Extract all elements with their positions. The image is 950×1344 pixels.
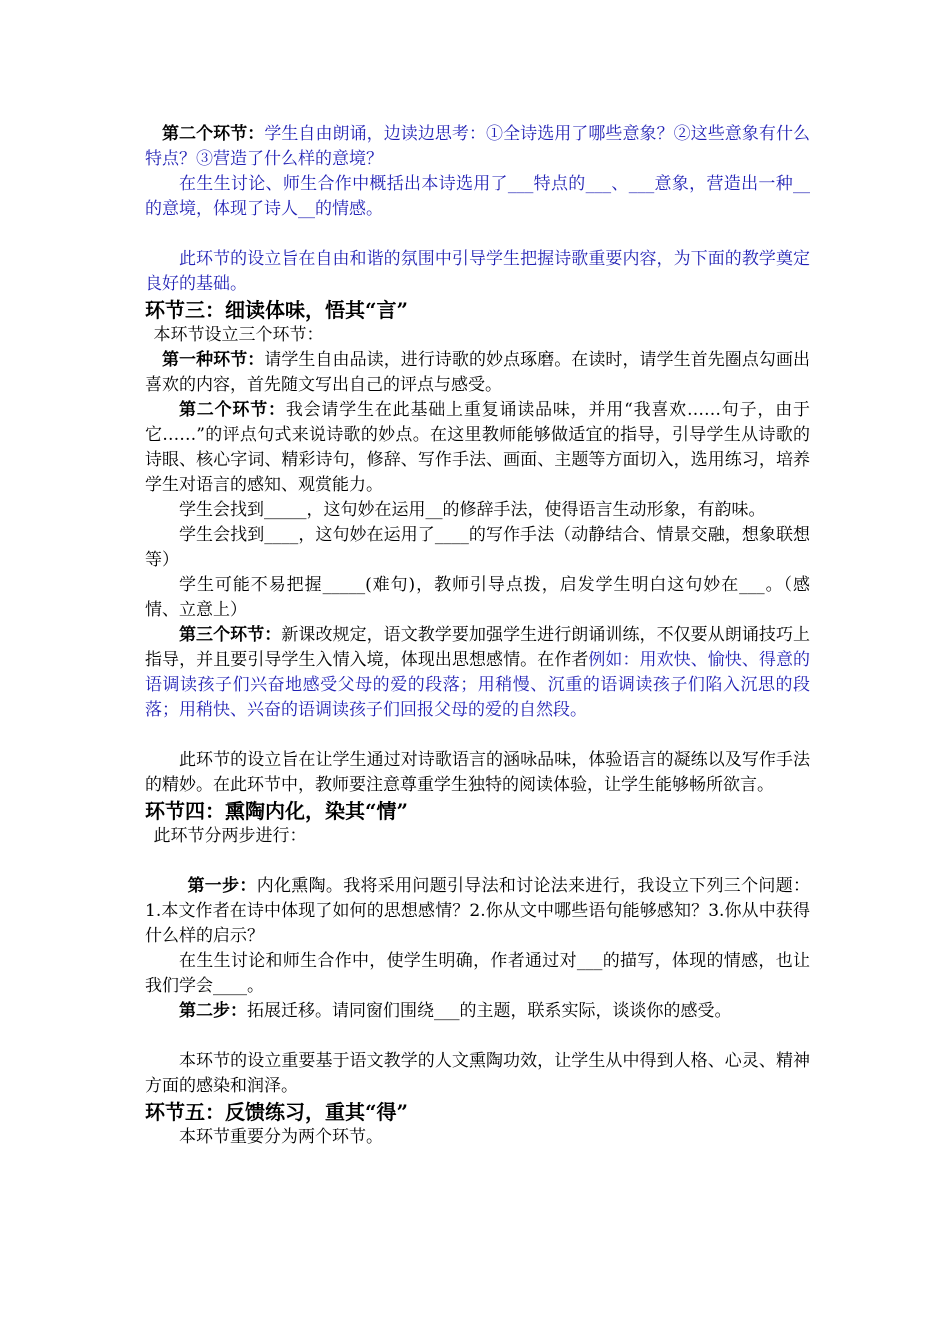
document-page: [145, 122, 810, 1150]
section4-step2-text: 拓展迁移。请同窗们围绕___的主题，联系实际，谈谈你的感受。: [247, 1001, 732, 1021]
section4-step1-text: 内化熏陶。我将采用问题引导法和讨论法来进行，我设立下列三个问题：1.本文作者在诗中体现了如何的思想感情？2.你从文中哪些语句能够感知？3.你从中获得什么样的启示？: [145, 876, 811, 946]
section4-step1-label: 第一步：: [187, 876, 257, 896]
section5-intro: 本环节重要分为两个环节。: [179, 1127, 383, 1147]
section3-intro: 本环节设立三个环节：: [153, 325, 324, 345]
section3-step-a-paragraph: [145, 348, 810, 398]
section3-step-b-text: 我会请学生在此基础上重复诵读品味，并用“我喜欢……句子，由于它……”的评点句式来说诗歌的妙点。在这里教师能够做适宜的指导，引导学生从诗歌的诗眼、核心字词、精彩诗句，修辞、写作手法、画面、主题等方面切入，选用练习，培养学生对语言的感知、观赏能力。: [145, 400, 810, 495]
section4-step1-paragraph: [145, 874, 810, 949]
spacer: [145, 222, 810, 247]
section2-purpose-paragraph: 此环节的设立旨在自由和谐的氛围中引导学生把握诗歌重要内容，为下面的教学奠定良好的基础。: [145, 249, 810, 294]
spacer: [145, 723, 810, 748]
section3-fill-3: 学生可能不易把握_____(难句)，教师引导点拨，启发学生明白这句妙在___。（感情、立意上）: [145, 575, 810, 620]
section3-fill-2: 学生会找到____，这句妙在运用了____的写作手法（动静结合、情景交融，想象联想等）: [145, 525, 810, 570]
section2-question-text: 学生自由朗诵，边读边思考：①全诗选用了哪些意象？②这些意象有什么特点？③营造了什么样的意境？: [145, 124, 811, 169]
section4-step1-follow: 在生生讨论和师生合作中，使学生明确，作者通过对___的描写，体现的情感，也让我们学会____。: [145, 951, 810, 996]
section3-step-a-text: 请学生自由品读，进行诗歌的妙点琢磨。在读时，请学生首先圈点勾画出喜欢的内容，首先随文写出自己的评点与感受。: [145, 350, 811, 395]
spacer: [145, 849, 810, 874]
section4-step2-label: 第二步：: [179, 1001, 247, 1021]
section4-heading: 环节四：熏陶内化，染其“情”: [145, 799, 409, 823]
section3-step-c-example: 例如：用欢快、愉快、得意的语调读孩子们兴奋地感受父母的爱的段落；用稍慢、沉重的语调读孩子们陷入沉思的段落；用稍快、兴奋的语调读孩子们回报父母的爱的自然段。: [145, 650, 811, 720]
section3-step-a-label: 第一种环节：: [162, 350, 265, 370]
section3-heading: 环节三：细读体味，悟其“言”: [145, 298, 409, 322]
spacer: [145, 1024, 810, 1049]
section3-step-c-label: 第三个环节：: [179, 625, 282, 645]
section3-purpose-paragraph: 此环节的设立旨在让学生通过对诗歌语言的涵咏品味，体验语言的凝练以及写作手法的精妙。在此环节中，教师要注意尊重学生独特的阅读体验，让学生能够畅所欲言。: [145, 750, 810, 795]
section4-step2-paragraph: [145, 999, 810, 1024]
section2-summary-paragraph: 在生生讨论、师生合作中概括出本诗选用了___特点的___、___意象，营造出一种__的意境，体现了诗人__的情感。: [145, 174, 810, 219]
section3-fill-1: 学生会找到_____，这句妙在运用__的修辞手法，使得语言生动形象，有韵味。: [179, 500, 766, 520]
section5-heading: 环节五：反馈练习，重其“得”: [145, 1100, 409, 1124]
section2-label: 第二个环节：: [162, 124, 265, 144]
section3-step-b-paragraph: [145, 398, 810, 498]
section3-step-c-text: 新课改规定，语文教学要加强学生进行朗诵训练，不仅要从朗诵技巧上指导，并且要引导学生入情入境，体现出思想感情。在作者: [145, 625, 811, 670]
section4-purpose-paragraph: 本环节的设立重要基于语文教学的人文熏陶功效，让学生从中得到人格、心灵、精神方面的感染和润泽。: [145, 1051, 810, 1096]
section2-question-paragraph: [145, 122, 810, 172]
section4-intro: 此环节分两步进行：: [153, 826, 307, 846]
section3-step-b-label: 第二个环节：: [179, 400, 286, 420]
section3-step-c-paragraph: [145, 623, 810, 723]
